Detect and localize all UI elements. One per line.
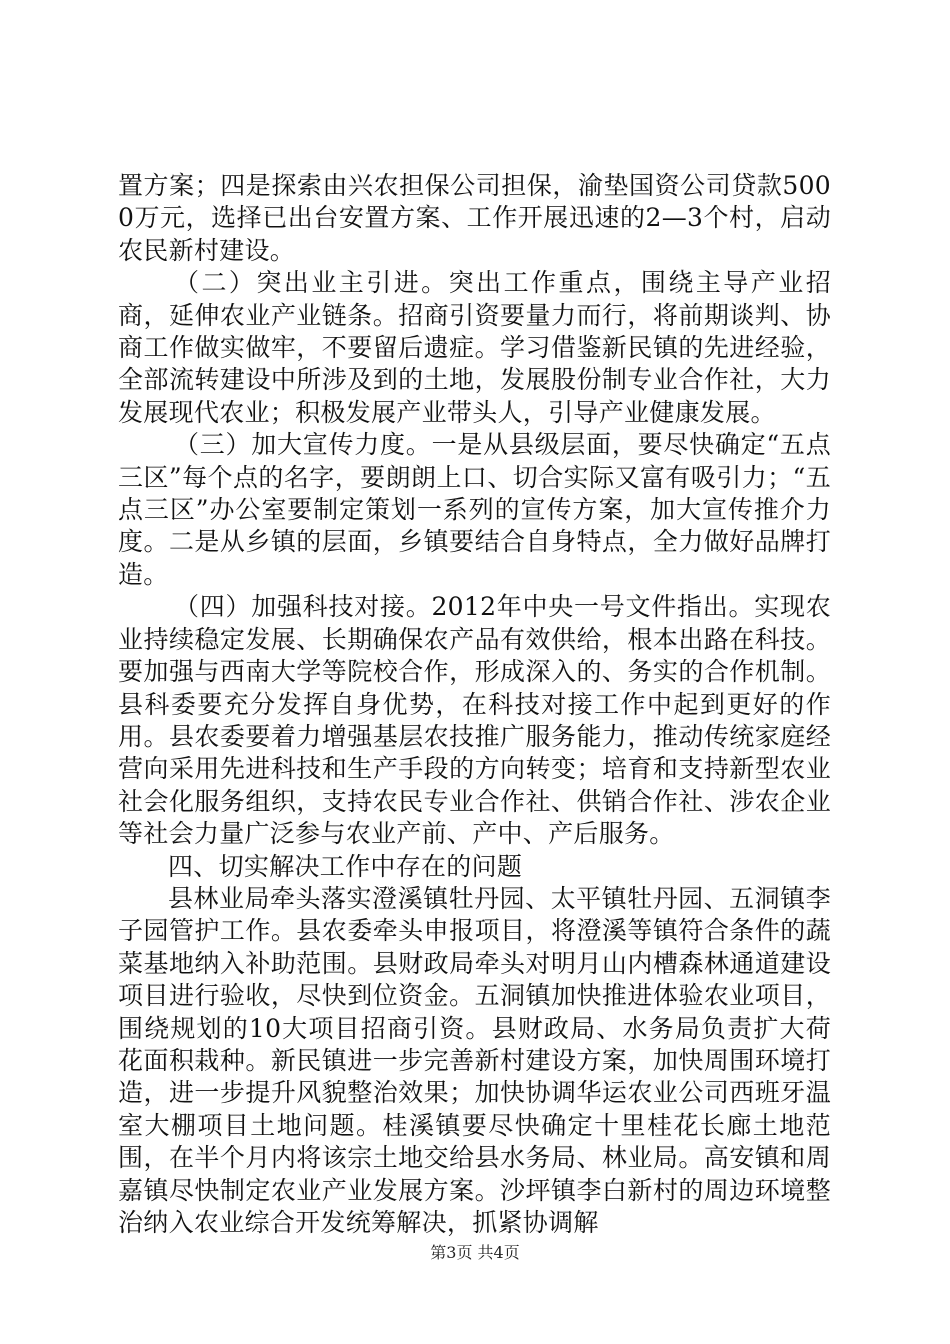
paragraph-continued-plan: 置方案；四是探索由兴农担保公司担保，渝垫国资公司贷款5000万元，选择已出台安置方案、工作开展迅速的2—3个村，启动农民新村建设。 xyxy=(118,171,831,265)
paragraph-publicity: （三）加大宣传力度。一是从县级层面，要尽快确定“五点三区”每个点的名字，要朗朗上口、切合实际又富有吸引力；“五点三区”办公室要制定策划一系列的宣传方案，加大宣传推介力度。二是从乡镇的层面，乡镇要结合自身特点，全力做好品牌打造。 xyxy=(118,430,831,589)
paragraph-owner-introduction: （二）突出业主引进。突出工作重点，围绕主导产业招商，延伸农业产业链条。招商引资要量力而行，将前期谈判、协商工作做实做牢，不要留后遗症。学习借鉴新民镇的先进经验，全部流转建设中所涉及到的土地，发展股份制专业合作社，大力发展现代农业；积极发展产业带头人，引导产业健康发展。 xyxy=(118,268,831,427)
section-heading-problems: 四、切实解决工作中存在的问题 xyxy=(168,851,523,881)
paragraph-problem-solutions: 县林业局牵头落实澄溪镇牡丹园、太平镇牡丹园、五洞镇李子园管护工作。县农委牵头申报项目，将澄溪等镇符合条件的蔬菜基地纳入补助范围。县财政局牵头对明月山内槽森林通道建设项目进行验收，尽快到位资金。五洞镇加快推进体验农业项目，围绕规划的10大项目招商引资。县财政局、水务局负责扩大荷花面积栽种。新民镇进一步完善新村建设方案，加快周围环境打造，进一步提升风貌整治效果；加快协调华运农业公司西班牙温室大棚项目土地问题。桂溪镇要尽快确定十里桂花长廊土地范围，在半个月内将该宗土地交给县水务局、林业局。高安镇和周嘉镇尽快制定农业产业发展方案。沙坪镇李白新村的周边环境整治纳入农业综合开发统筹解决，抓紧协调解 xyxy=(118,883,831,1237)
paragraph-technology: （四）加强科技对接。2012年中央一号文件指出。实现农业持续稳定发展、长期确保农产品有效供给，根本出路在科技。要加强与西南大学等院校合作，形成深入的、务实的合作机制。县科委要充分发挥自身优势，在科技对接工作中起到更好的作用。县农委要着力增强基层农技推广服务能力，推动传统家庭经营向采用先进科技和生产手段的方向转变；培育和支持新型农业社会化服务组织，支持农民专业合作社、供销合作社、涉农企业等社会力量广泛参与农业产前、产中、产后服务。 xyxy=(118,592,831,849)
page-number-footer: 第3页 共4页 xyxy=(430,1243,520,1262)
document-body xyxy=(118,170,831,1239)
